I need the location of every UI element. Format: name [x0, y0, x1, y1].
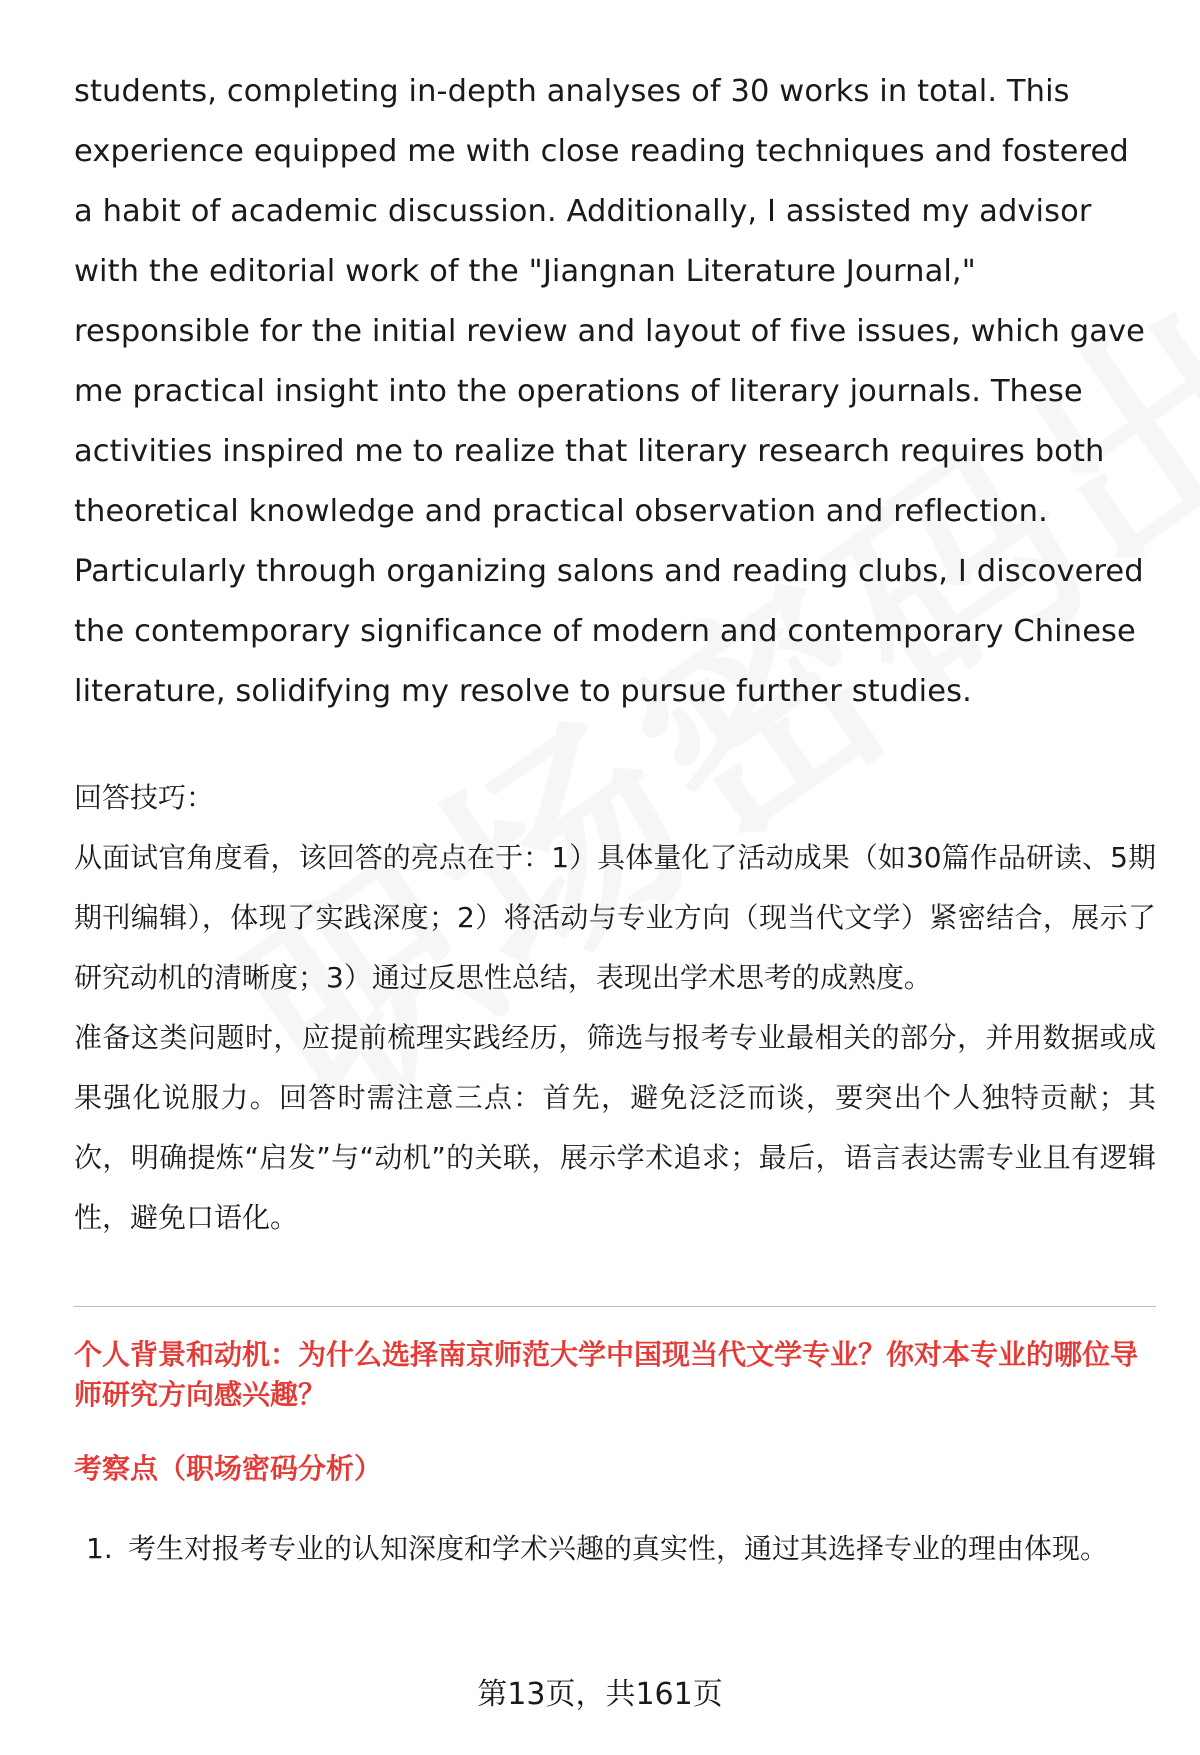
document-page	[74, 62, 1156, 1579]
analysis-points-list	[74, 1519, 1156, 1579]
list-item-text: 考生对报考专业的认知深度和学术兴趣的真实性，通过其选择专业的理由体现。	[128, 1532, 1109, 1565]
section-divider	[74, 1306, 1156, 1307]
tips-heading: 回答技巧：	[74, 781, 215, 814]
list-item-number: 1.	[86, 1532, 113, 1565]
answer-paragraph: students, completing in-depth analyses of 30 works in total. This experience equipped me with close reading techniques and fostered a habit of academic discussion. Additionally, I assisted my advisor with the editorial work of the "Jiangnan Literature Journal," responsible for the initial review and layout of five issues, which gave me practical insight into the operations of literary journals. These activities inspired me to realize that literary research requires both theoretical knowledge and practical observation and reflection. Particularly through organizing salons and reading clubs, I discovered the contemporary significance of modern and contemporary Chinese literature, solidifying my resolve to pursue further studies.	[74, 74, 1146, 709]
question-heading: 个人背景和动机：为什么选择南京师范大学中国现当代文学专业？你对本专业的哪位导师研究方向感兴趣？	[74, 1338, 1139, 1411]
tips-paragraph-1: 从面试官角度看，该回答的亮点在于：1）具体量化了活动成果（如30篇作品研读、5期期刊编辑），体现了实践深度；2）将活动与专业方向（现当代文学）紧密结合，展示了研究动机的清晰度；3）通过反思性总结，表现出学术思考的成熟度。	[74, 841, 1156, 994]
page-footer: 第13页，共161页	[477, 1677, 723, 1712]
tips-paragraph-2: 准备这类问题时，应提前梳理实践经历，筛选与报考专业最相关的部分，并用数据或成果强化说服力。回答时需注意三点：首先，避免泛泛而谈，要突出个人独特贡献；其次，明确提炼“启发”与“动机”的关联，展示学术追求；最后，语言表达需专业且有逻辑性，避免口语化。	[74, 1021, 1156, 1234]
analysis-heading: 考察点（职场密码分析）	[74, 1452, 383, 1485]
list-item	[74, 1519, 1156, 1579]
